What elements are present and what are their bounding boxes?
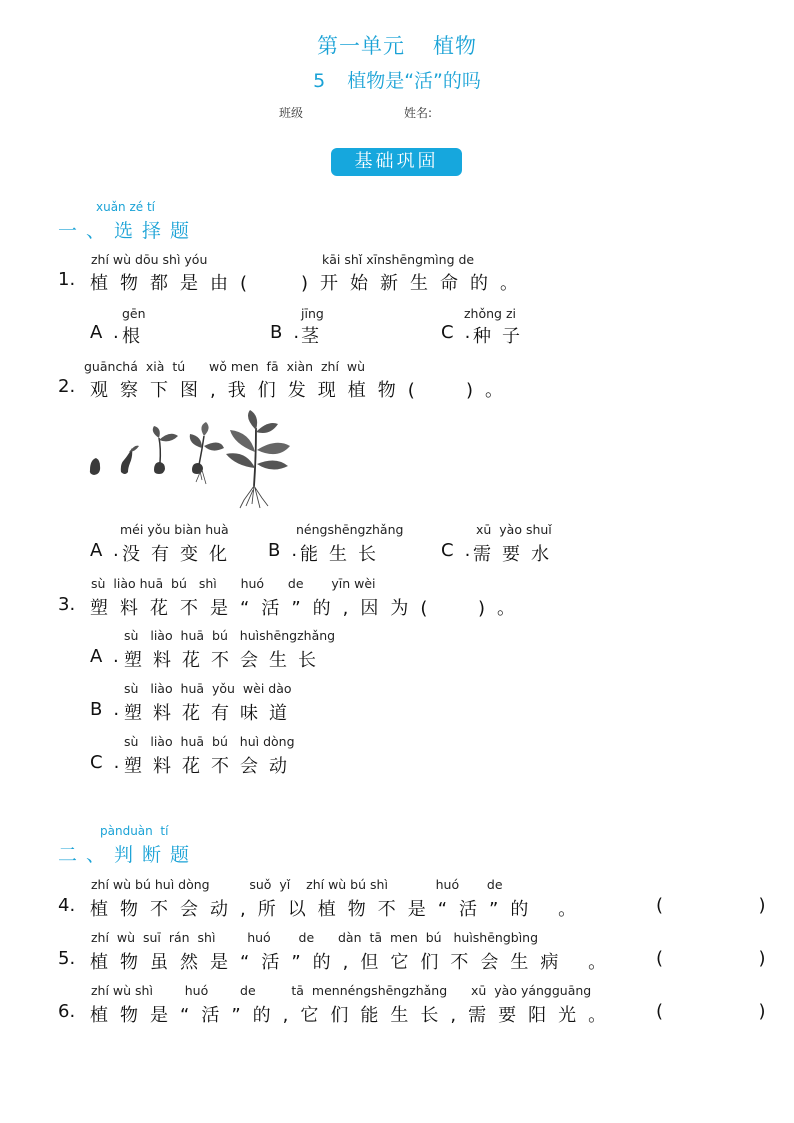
q4-pinyin: zhí wù bú huì dòng suǒ yǐ zhí wù bú shì huó de [91,877,503,892]
q3-opt-a-label: A. [90,646,130,667]
q1-opt-a-text: 根 [122,326,151,347]
q6-text: 植物是“活”的,它们能生长,需要阳光。 [90,1005,619,1026]
sprout-stage-3-icon [153,426,178,474]
unit-topic: 植物 [433,34,477,58]
q5-text: 植物虽然是“活”的,但它们不会生病 。 [90,952,619,973]
q1-pinyin-b: kāi shǐ xīnshēngmìng de [322,252,475,267]
section1-pinyin: xuǎn zé tí [96,200,156,214]
q3-opt-a-pinyin: sù liào huā bú huìshēngzhǎng [124,628,336,643]
q3-opt-b-label: B. [90,699,131,720]
sprout-stage-4-icon [190,422,224,484]
q1-opt-c-label: C. [441,322,482,343]
section2-pinyin: pànduàn tí [100,824,169,838]
q6-number: 6. [58,1001,76,1022]
q3-opt-b-text: 塑料花有味道 [124,703,298,724]
q1-opt-c-pinyin: zhǒng zi [464,306,516,321]
q3-text-b: )。 [478,598,528,619]
q1-opt-a-pinyin: gēn [122,306,146,321]
q2-text-a: 观察下图,我们发现植物( [90,380,427,401]
section-badge: 基础巩固 [331,148,462,176]
q6-answer-paren[interactable]: ( ) [656,1001,794,1022]
q1-pinyin-a: zhí wù dōu shì yóu [91,252,208,267]
section1-title: 一、选择题 [58,220,199,242]
q3-text-a: 塑料花不是“活”的,因为( [90,598,440,619]
q1-number: 1. [58,269,76,290]
seed-stage-2-icon [121,446,139,474]
q3-pinyin: sù liào huā bú shì huó de yīn wèi [91,576,376,591]
q1-opt-b-label: B. [270,322,311,343]
q5-number: 5. [58,948,76,969]
section2-title: 二、判断题 [58,844,199,866]
q2-opt-a-text: 没有变化 [122,544,238,565]
q3-opt-c-text: 塑料花不会动 [124,756,298,777]
q2-opt-a-label: A. [90,540,130,561]
q5-pinyin: zhí wù suī rán shì huó de dàn tā men bú huìshēngbìng [91,930,539,945]
q5-answer-paren[interactable]: ( ) [656,948,794,969]
lesson-name: 植物是“活”的吗 [347,70,481,92]
q3-opt-c-label: C. [90,752,131,773]
name-label: 姓名: [404,106,433,120]
plant-stage-5-icon [226,410,290,508]
class-label: 班级 [279,106,304,120]
q2-number: 2. [58,376,76,397]
q3-opt-a-text: 塑料花不会生长 [124,650,327,671]
q4-number: 4. [58,895,76,916]
q2-opt-c-text: 需要水 [473,544,560,565]
plant-growth-illustration [84,408,299,513]
q2-opt-b-label: B. [268,540,309,561]
q2-opt-b-pinyin: néngshēngzhǎng [296,522,404,537]
q1-text-a: 植物都是由( [90,273,260,294]
q2-opt-a-pinyin: méi yǒu biàn huà [120,522,229,537]
q2-opt-c-pinyin: xū yào shuǐ [476,522,552,537]
seed-stage-1-icon [90,458,100,475]
q2-opt-c-label: C. [441,540,482,561]
q3-opt-b-pinyin: sù liào huā yǒu wèi dào [124,681,292,696]
q1-text-b: )开始新生命的。 [301,273,531,294]
q4-answer-paren[interactable]: ( ) [656,895,794,916]
lesson-number: 5 [313,70,326,92]
q6-pinyin: zhí wù shì huó de tā mennéngshēngzhǎng xū yào yángguāng [91,983,592,998]
q4-text: 植物不会动,所以植物不是“活”的 。 [90,899,589,920]
q3-number: 3. [58,594,76,615]
q1-opt-c-text: 种子 [473,326,531,347]
q2-pinyin: guānchá xià tú wǒ men fā xiàn zhí wù [84,359,366,374]
lesson-title [0,66,794,93]
q1-opt-a-label: A. [90,322,130,343]
unit-label: 第一单元 [317,34,405,58]
q1-opt-b-text: 茎 [301,326,330,347]
q2-opt-b-text: 能生长 [300,544,387,565]
q2-text-b: )。 [466,380,516,401]
unit-title [0,30,794,60]
q1-opt-b-pinyin: jīng [301,306,324,321]
q3-opt-c-pinyin: sù liào huā bú huì dòng [124,734,295,749]
